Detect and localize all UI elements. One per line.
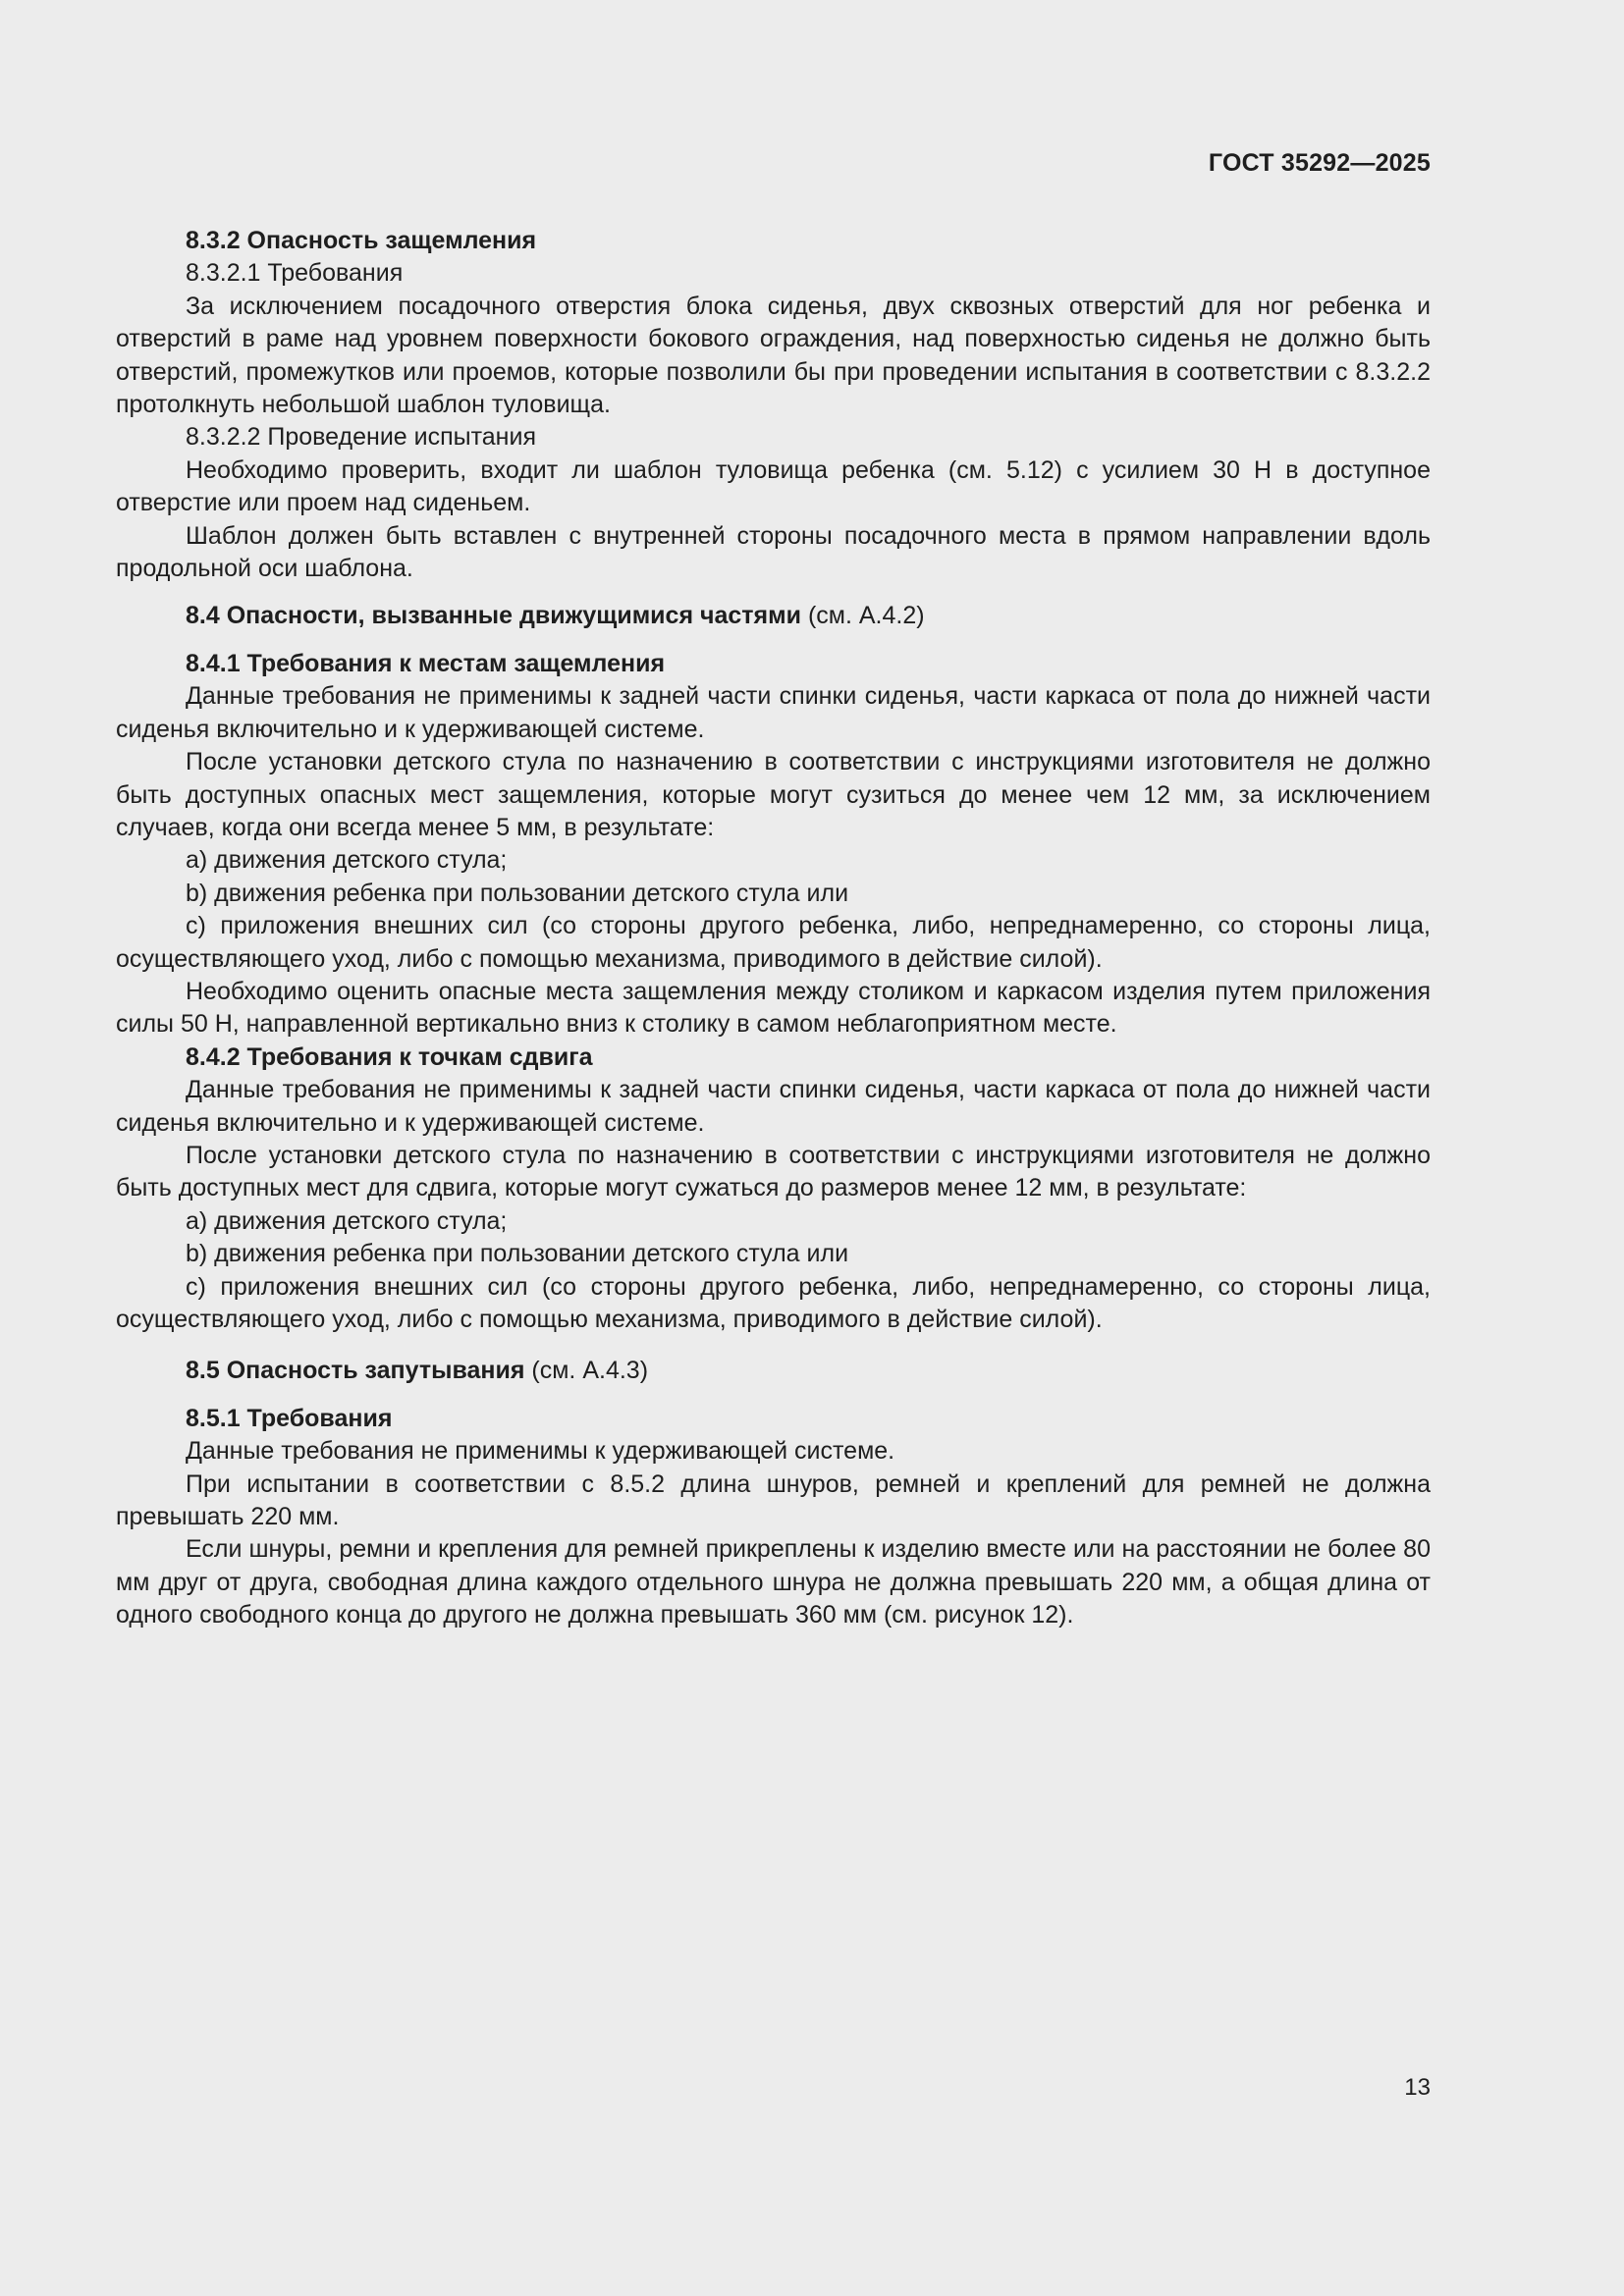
list-item: c) приложения внешних сил (со стороны другого ребенка, либо, непреднамеренно, со стороны лица, осуществляющего уход, либо с помощью механизма, приводимого в действие силой).	[116, 1272, 1431, 1333]
section-heading-8-3-2: 8.3.2 Опасность защемления	[186, 227, 537, 254]
subsection-heading-8-3-2-2: 8.3.2.2 Проведение испытания	[186, 423, 536, 452]
list-item: a) движения детского стула;	[186, 1206, 508, 1235]
page-number: 13	[1404, 2074, 1431, 2101]
section-title: 8.4 Опасности, вызванные движущимися частями	[186, 602, 802, 630]
paragraph: После установки детского стула по назначению в соответствии с инструкциями изготовителя не должно быть доступных мест для сдвига, которые могут сужаться до размеров менее 12 мм, в результате:	[116, 1141, 1431, 1202]
paragraph: Данные требования не применимы к задней части спинки сиденья, части каркаса от пола до нижней части сиденья включительно и к удерживающей системе.	[116, 682, 1431, 743]
list-item: c) приложения внешних сил (со стороны другого ребенка, либо, непреднамеренно, со стороны лица, осуществляющего уход, либо с помощью механизма, приводимого в действие силой).	[116, 912, 1431, 973]
paragraph: За исключением посадочного отверстия блока сиденья, двух сквозных отверстий для ног ребенка и отверстий в раме над уровнем поверхности бокового ограждения, над поверхностью сиденья не должно быть отверстий, промежутков или проемов, которые позволили бы при проведении испытания в соответствии с 8.3.2.2 протолкнуть небольшой шаблон туловища.	[116, 292, 1431, 419]
section-heading-8-5-1: 8.5.1 Требования	[186, 1404, 393, 1432]
paragraph: При испытании в соответствии с 8.5.2 длина шнуров, ремней и креплений для ремней не должна превышать 220 мм.	[116, 1469, 1431, 1531]
subsection-heading-8-3-2-1: 8.3.2.1 Требования	[186, 259, 404, 288]
list-item: b) движения ребенка при пользовании детского стула или	[186, 879, 849, 907]
section-heading-8-4-1: 8.4.1 Требования к местам защемления	[186, 649, 666, 677]
section-reference: (см. А.4.3)	[524, 1357, 649, 1385]
section-heading-8-5	[116, 1355, 1431, 1387]
paragraph: Шаблон должен быть вставлен с внутренней стороны посадочного места в прямом направлении вдоль продольной оси шаблона.	[116, 521, 1431, 583]
paragraph: Необходимо проверить, входит ли шаблон туловища ребенка (см. 5.12) с усилием 30 Н в доступное отверстие или проем над сиденьем.	[116, 455, 1431, 517]
list-item: a) движения детского стула;	[186, 846, 508, 875]
paragraph: Если шнуры, ремни и крепления для ремней прикреплены к изделию вместе или на расстоянии не более 80 мм друг от друга, свободная длина каждого отдельного шнура не должна превышать 220 мм, а общая длина от одного свободного конца до другого не должна превышать 360 мм (см. рисунок 12).	[116, 1535, 1431, 1629]
paragraph: Данные требования не применимы к удерживающей системе.	[186, 1437, 895, 1466]
paragraph: После установки детского стула по назначению в соответствии с инструкциями изготовителя не должно быть доступных опасных мест защемления, которые могут сузиться до менее чем 12 мм, за исключением случаев, когда они всегда менее 5 мм, в результате:	[116, 748, 1431, 841]
document-body	[116, 225, 1431, 1632]
paragraph: Необходимо оценить опасные места защемления между столиком и каркасом изделия путем приложения силы 50 Н, направленной вертикально вниз к столику в самом неблагоприятном месте.	[116, 977, 1431, 1039]
document-id: ГОСТ 35292—2025	[1208, 149, 1431, 177]
section-heading-8-4-2: 8.4.2 Требования к точкам сдвига	[186, 1042, 593, 1071]
paragraph: Данные требования не применимы к задней части спинки сиденья, части каркаса от пола до нижней части сиденья включительно и к удерживающей системе.	[116, 1076, 1431, 1137]
section-heading-8-4	[116, 600, 1431, 632]
section-reference: (см. А.4.2)	[801, 602, 925, 630]
section-title: 8.5 Опасность запутывания	[186, 1357, 525, 1385]
list-item: b) движения ребенка при пользовании детского стула или	[186, 1240, 849, 1268]
